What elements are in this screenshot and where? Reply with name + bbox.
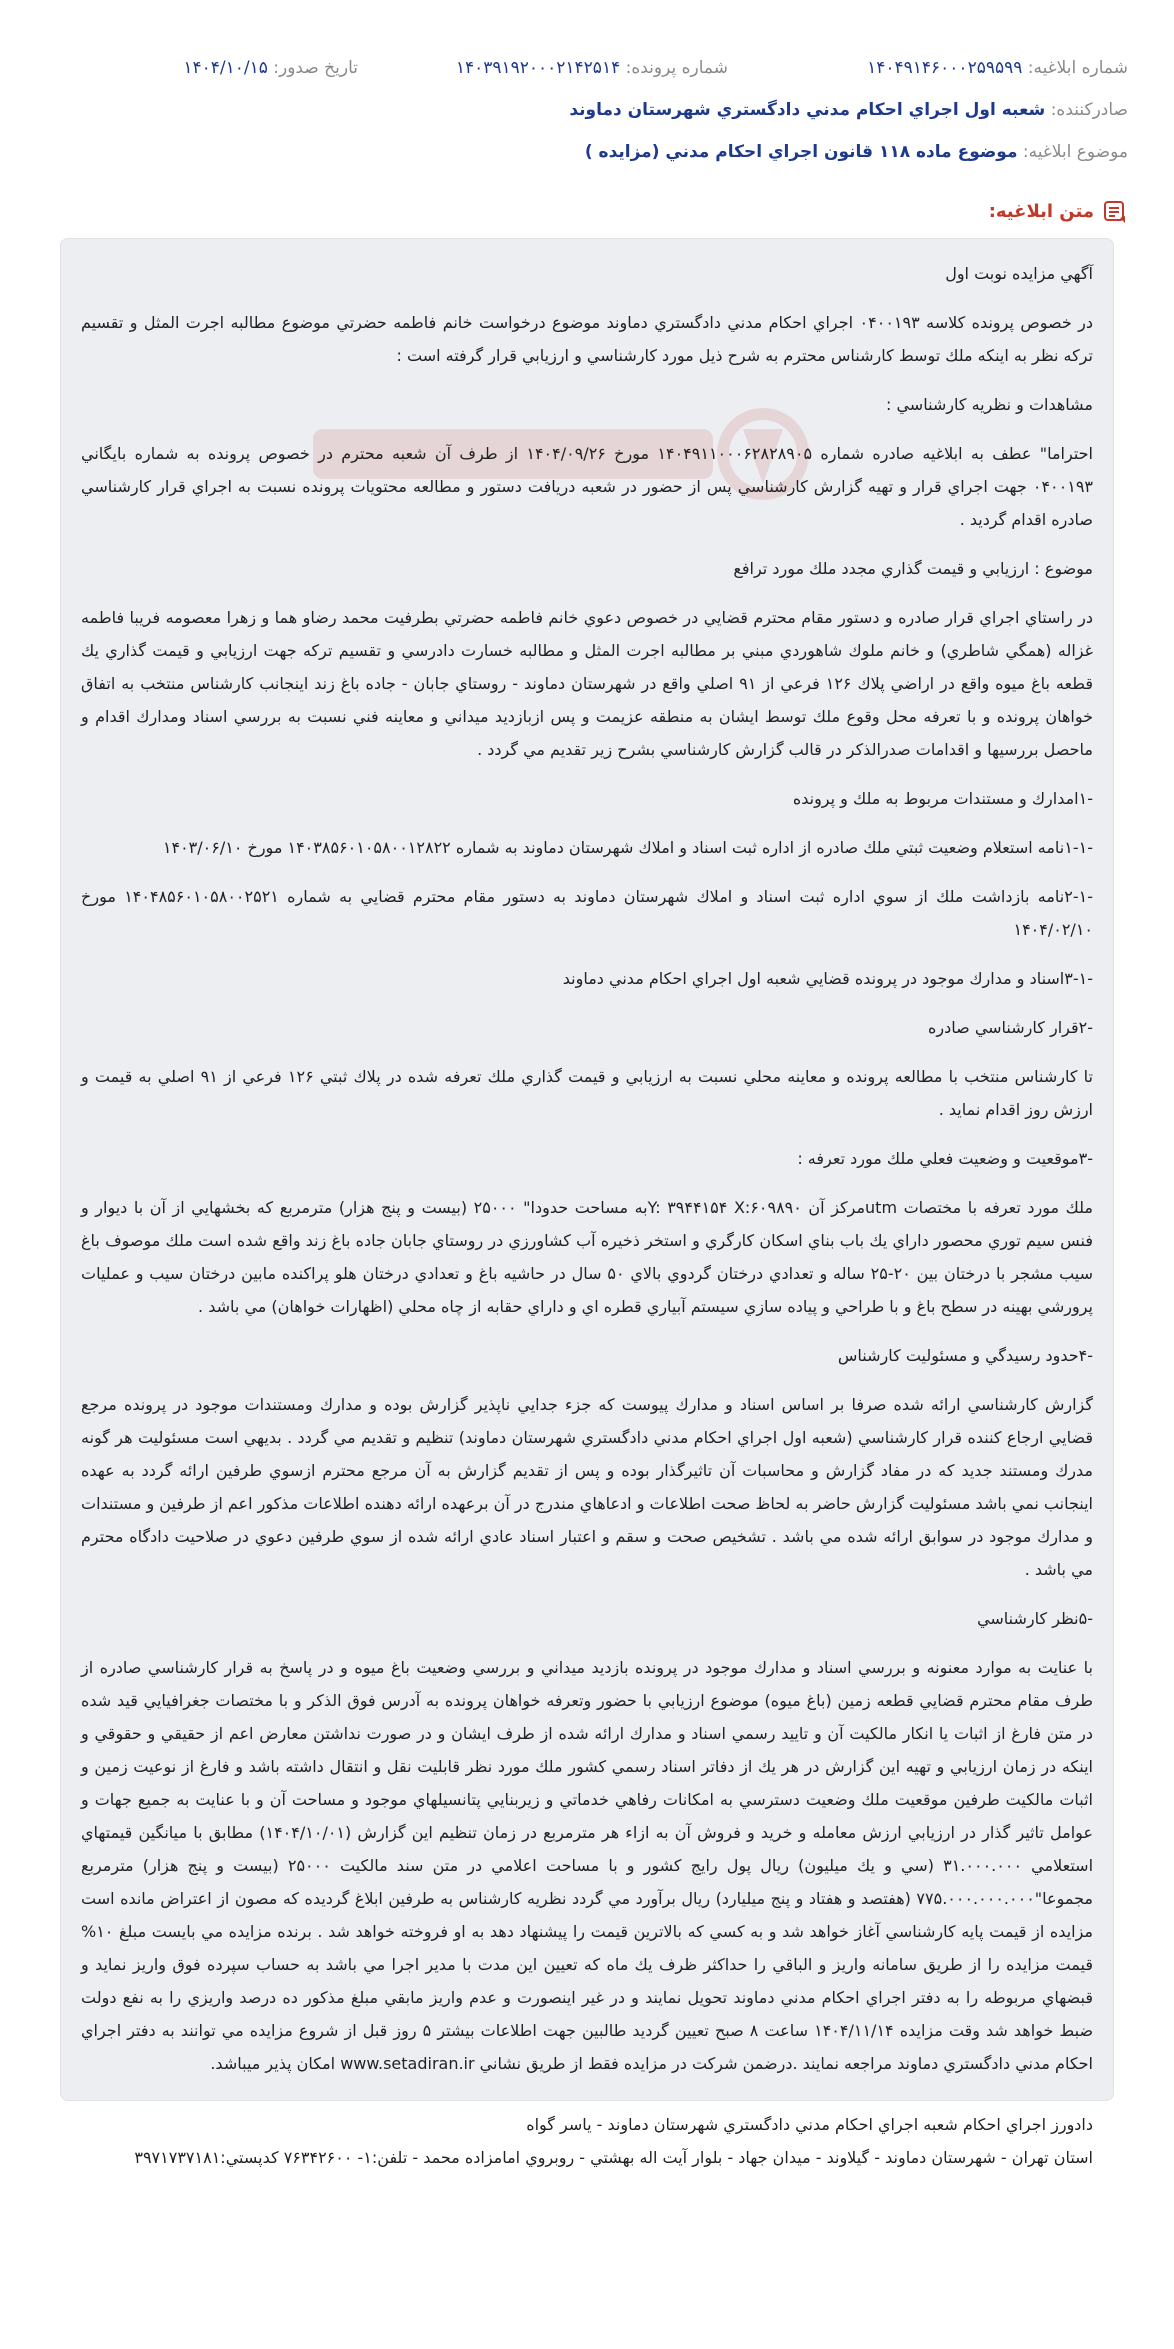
- notice-paragraph: در خصوص پرونده كلاسه ۰۴۰۰۱۹۳ اجراي احكام مدني دادگستري دماوند موضوع درخواست خانم فاطمه حضرتي موضوع مطالبه اجرت المثل و تقسيم تركه نظر به اينكه ملك توسط كارشناس محترم به شرح ذيل مورد كارشناسي و ارزيابي قرار گرفته است :: [75, 313, 1093, 365]
- notice-text-heading-label: متن ابلاغيه:: [988, 200, 1094, 222]
- notice-paragraph: -۴حدود رسيدگي و مسئوليت كارشناس: [837, 1346, 1093, 1365]
- subject-value: موضوع ماده ۱۱۸ قانون اجراي احکام مدني (مزايده ): [584, 142, 1018, 162]
- subject-label: موضوع ابلاغيه:: [1022, 142, 1128, 162]
- notice-paragraph: احتراما" عطف به ابلاغيه صادره شماره ۱۴۰۴۹۱۱۰۰۰۶۲۸۲۸۹۰۵ مورخ ۱۴۰۴/۰۹/۲۶ از طرف آن شعبه محترم در خصوص پرونده به شماره بايگاني ۰۴۰۰۱۹۳ جهت اجراي قرار و تهيه گزارش كارشناسي پس از حضور در شعبه دريافت دستور و مطالعه محتويات پرونده نسبت به اجراي قرار كارشناسي صادره اقدام گرديد .: [75, 444, 1093, 529]
- notice-paragraph: -۳-۱اسناد و مدارك موجود در پرونده قضايي شعبه اول اجراي احكام مدني دماوند: [562, 969, 1093, 988]
- case-number-value: ۱۴۰۳۹۱۹۲۰۰۰۲۱۴۲۵۱۴: [455, 58, 621, 78]
- notice-paragraphs: [75, 257, 1094, 2080]
- notice-paragraph: با عنايت به موارد معنونه و بررسي اسناد و مدارك موجود در پرونده بازديد ميداني و بررسي وضعيت باغ ميوه و در پاسخ به قرار كارشناسي صادره از طرف مقام محترم قضايي قطعه زمين (باغ ميوه) موضوع ارزيابي با حضور وتعرفه خواهان پرونده به آدرس فوق الذكر و با مختصات جغرافيايي قيد شده در متن فارغ از اثبات يا انكار مالكيت آن و تاييد رسمي اسناد و مدارك ارائه شده از طرف ايشان و در صورت نداشتن معارض اعم از حقيقي و حقوقي و اينكه در زمان ارزيابي و تهيه اين گزارش در هر يك از دفاتر اسناد رسمي كشور ملك مورد نظر قابليت نقل و انتقال داشته باشد و فارغ از نوعيت زمين و اثبات مالكيت طرفين موقعيت ملك وضعيت دسترسي به امكانات رفاهي خدماتي و زيربنايي پتانسيلهاي موجود و مساحت آن و با عنايت به جميع جهات و عوامل تاثير گذار در ارزيابي ارزش معامله و خريد و فروش آن به ازاء هر مترمربع در زمان تنظيم اين گزارش (۱۴۰۴/۱۰/۰۱) مطابق با ميانگين قيمتهاي استعلامي ۳۱.۰۰۰.۰۰۰ (سي و يك ميليون) ريال پول رايج كشور و با مساحت اعلامي در متن سند مالكيت ۲۵۰۰۰ (بيست و پنج هزار) مترمربع مجموعا"۷۷۵.۰۰۰.۰۰۰.۰۰۰ (هفتصد و هفتاد و پنج ميليارد) ريال برآورد مي گردد نظريه كارشناس به طرفين ابلاغ گرديده كه مصون از اعتراض مانده است مزايده از قيمت پايه كارشناسي آغاز خواهد شد و به كسي كه بالاترين قيمت را پيشنهاد دهد به او فروخته خواهد شد . برنده مزايده مي بايست مبلغ ۱۰% قيمت مزايده را از طريق سامانه واريز و الباقي را حداكثر ظرف يك ماه كه تعيين اين مدت با مدير اجرا مي باشد به حساب سپرده فوق واريز نمايد و قبضهاي مربوطه را به دفتر اجراي احكام مدني دماوند تحويل نمايند و در غير اينصورت و عدم واريز مابقي مبلغ مذكور ده درصد واريزي را به نفع دولت ضبط خواهد شد وقت مزايده ۱۴۰۴/۱۱/۱۴ ساعت ۸ صبح تعيين گرديد طالبين جهت اطلاعات بيشتر ۵ روز قبل از شروع مزايده مي توانند به دفتر اجراي احكام مدني دادگستري دماوند مراجعه نمايند .درضمن شركت در مزايده فقط از طريق نشاني www.setadiran.ir امكان پذير ميباشد.: [75, 1658, 1094, 2073]
- notice-paragraph: موضوع : ارزيابي و قيمت گذاري مجدد ملك مورد ترافع: [733, 559, 1093, 578]
- notice-paragraph: -۵نظر كارشناسي: [977, 1609, 1093, 1628]
- issue-date: [183, 56, 358, 80]
- notice-number: [867, 56, 1128, 80]
- notice-number-label: شماره ابلاغيه:: [1027, 58, 1128, 78]
- notice-paragraph: -۳موقعيت و وضعيت فعلي ملك مورد تعرفه :: [797, 1149, 1093, 1168]
- notice-paragraph: -۱-۱نامه استعلام وضعيت ثبتي ملك صادره از اداره ثبت اسناد و املاك شهرستان دماوند به شماره ۱۴۰۳۸۵۶۰۱۰۵۸۰۰۱۲۸۲۲ مورخ ۱۴۰۳/۰۶/۱۰: [162, 838, 1093, 857]
- notice-text-heading: [989, 198, 1128, 224]
- subject-row: [46, 140, 1128, 164]
- case-number: [456, 56, 728, 80]
- notice-paragraph: در راستاي اجراي قرار صادره و دستور مقام محترم قضايي در خصوص دعوي خانم فاطمه حضرتي بطرفيت محمد رضاو هما و زهرا معصومه فريبا فاطمه غزاله (همگي شاطري) و خانم ملوك شاهوردي مبني بر مطالبه اجرت المثل و مطالبه خسارت دادرسي و تقسيم تركه جهت ارزيابي و قيمت گذاري يك قطعه باغ ميوه واقع در اراضي پلاك ۱۲۶ فرعي از ۹۱ اصلي واقع در شهرستان دماوند - روستاي جابان - جاده باغ زند اينجانب كارشناس منتخب به اتفاق خواهان پرونده و با تعرفه محل وقوع ملك توسط ايشان به منطقه عزيمت و پس ازبازديد ميداني و معاينه فني نسبت به بررسي اسناد ومدارك اقدام و ماحصل بررسيها و اقدامات صدرالذكر در قالب گزارش كارشناسي بشرح زير تقديم مي گردد .: [75, 608, 1093, 759]
- notice-paragraph: -۲قرار كارشناسي صادره: [928, 1018, 1093, 1037]
- notice-body-box: [60, 238, 1114, 2167]
- notice-footer: [81, 2108, 1093, 2174]
- issuer-row: [46, 98, 1128, 122]
- signatory-line: دادورز اجراي احكام شعبه اجراي احكام مدني دادگستري شهرستان دماوند - ياسر گواه: [526, 2115, 1093, 2134]
- address-line: استان تهران - شهرستان دماوند - گيلاوند - ميدان جهاد - بلوار آيت اله بهشتي - روبروي امامزاده محمد - تلفن:۱- ۷۶۳۴۲۶۰۰ كدپستي:۳۹۷۱۷۳۷۱۸۱: [134, 2148, 1093, 2167]
- issuer-value: شعبه اول اجراي احکام مدني دادگستري شهرستان دماوند: [569, 100, 1046, 120]
- notice-paragraph: ملك مورد تعرفه با مختصات utmمركز آن Y: ۳۹۴۴۱۵۴ X:۶۰۹۸۹۰به مساحت حدودا" ۲۵۰۰۰ (بيست و پنج هزار) مترمربع كه بخشهايي از آن با ديوار و فنس سيم توري محصور داراي يك باب بناي اسكان كارگري و استخر ذخيره آب كشاورزي در روستاي جابان جاده باغ زند واقع شده است ملك موصوف باغ سيب مشجر با درختان بين ۲۰-۲۵ ساله و تعدادي درختان گردوي بالاي ۵۰ سال در حاشيه باغ و تعدادي درختان هلو پراكنده مابين درختان سيب و عمليات پرورشي بهينه در سطح باغ و با طراحي و پياده سازي سيستم آبياري قطره اي و داراي حقابه از چاه محلي (اظهارات خواهان) مي باشد .: [75, 1198, 1094, 1316]
- notice-paragraph: گزارش كارشناسي ارائه شده صرفا بر اساس اسناد و مدارك پيوست كه جزء جدايي ناپذير گزارش بوده و مدارك ومستندات موجود در پرونده مرجع قضايي ارجاع كننده قرار كارشناسي (شعبه اول اجراي احكام مدني دادگستري شهرستان دماوند) تنظيم و تقديم مي گردد . بديهي است مسئوليت هر گونه مدرك ومستند جديد كه در مفاد گزارش و محاسبات آن تاثيرگذار بوده و پس از تقديم گزارش به آن مرجع محترم ازسوي طرفين ارائه گردد به عهده اينجانب نمي باشد مسئوليت گزارش حاضر به لحاظ صحت اطلاعات و ادعاهاي مندرج در آن برعهده ارائه دهنده اطلاعات مذكور اعم از طرفين و مستندات و مدارك موجود در سوابق ارائه شده مي باشد . تشخيص صحت و سقم و اعتبار اسناد عادي ارائه شده از سوي طرفين دعوي در صلاحيت دادگاه محترم مي باشد .: [75, 1395, 1093, 1579]
- notice-paragraph: -۱امدارك و مستندات مربوط به ملك و پرونده: [792, 789, 1093, 808]
- issue-date-label: تاريخ صدور:: [273, 58, 358, 78]
- case-number-label: شماره پرونده:: [625, 58, 728, 78]
- notice-number-value: ۱۴۰۴۹۱۴۶۰۰۰۲۵۹۵۹۹: [867, 58, 1023, 78]
- issue-date-value: ۱۴۰۴/۱۰/۱۵: [183, 58, 268, 78]
- notice-paragraph: مشاهدات و نظريه كارشناسي :: [885, 395, 1093, 414]
- issuer-label: صادرکننده:: [1050, 100, 1128, 120]
- notice-paragraph: آگهي مزايده نوبت اول: [945, 264, 1093, 283]
- notice-document-icon: [1102, 198, 1128, 224]
- notice-paragraph: -۲-۱نامه بازداشت ملك از سوي اداره ثبت اسناد و املاك شهرستان دماوند به دستور مقام محترم قضايي به شماره ۱۴۰۴۸۵۶۰۱۰۵۸۰۰۲۵۲۱ مورخ ۱۴۰۴/۰۲/۱۰: [75, 887, 1094, 939]
- notice-paragraph: تا كارشناس منتخب با مطالعه پرونده و معاينه محلي نسبت به ارزيابي و قيمت گذاري ملك تعرفه شده در پلاك ثبتي ۱۲۶ فرعي از ۹۱ اصلي به قيمت و ارزش روز اقدام نمايد .: [75, 1067, 1093, 1119]
